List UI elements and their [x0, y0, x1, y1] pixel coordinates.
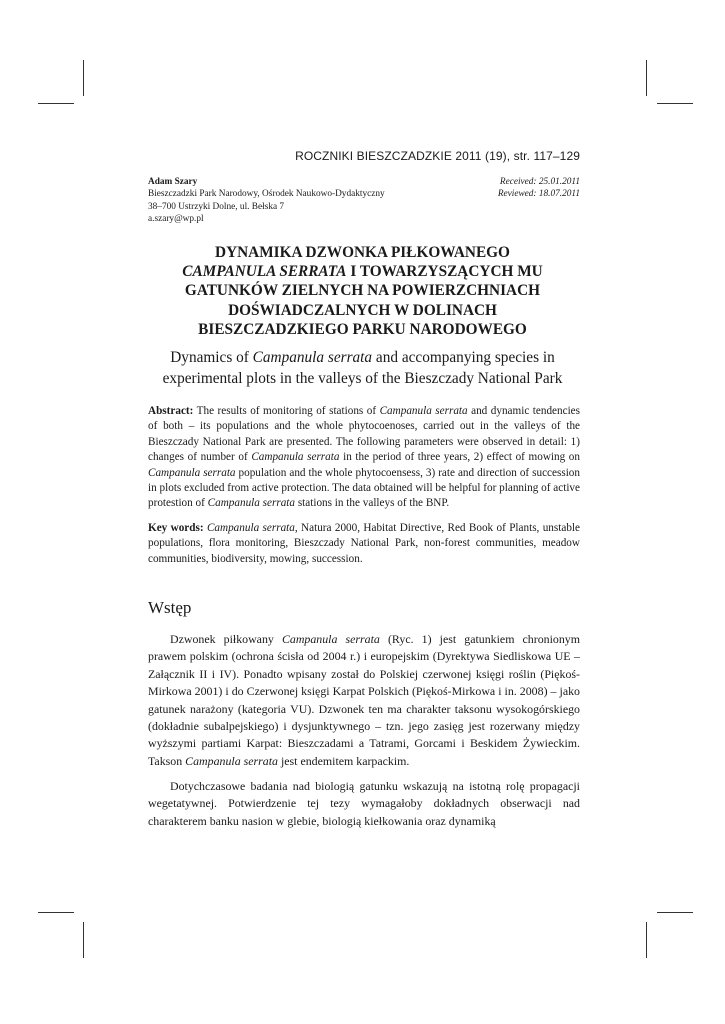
crop-mark [38, 912, 74, 913]
author-name: Adam Szary [148, 177, 198, 187]
crop-mark [646, 922, 647, 958]
title-line: BIESZCZADZKIEGO PARKU NARODOWEGO [198, 320, 527, 338]
author-block [148, 176, 580, 226]
section-heading: Wstęp [148, 598, 192, 617]
title-line: experimental plots in the valleys of the Bieszczady National Park [162, 369, 563, 387]
received-date: Received: 25.01.2011 [499, 177, 580, 187]
crop-mark [657, 103, 693, 104]
abstract-label: Abstract: [148, 405, 194, 417]
body-paragraph: Dotychczasowe badania nad biologią gatunku wskazują na istotną rolę propagacji wegetatywnej. Potwierdzenie tej tezy wymagałoby dokładnych obserwacji nad charakterem banku nasion w glebie, biologią kiełkowania oraz dynamiką [148, 779, 580, 828]
crop-mark [657, 912, 693, 913]
reviewed-date: Reviewed: 18.07.2011 [497, 189, 580, 200]
crop-mark [83, 60, 84, 96]
author-address: 38–700 Ustrzyki Dolne, ul. Bełska 7 [148, 201, 285, 212]
author-email[interactable]: a.szary@wp.pl [148, 214, 204, 225]
body-paragraph: Dzwonek piłkowany Campanula serrata (Ryc. 1) jest gatunkiem chronionym prawem polskim (ochrona ścisła od 2004 r.) i europejskim (Dyrektywa Siedliskowa UE – Załącznik II i IV). Ponadto wpisany został do Polskiej czerwonej księgi roślin (Piękoś-Mirkowa 2001) i do Czerwonej księgi Karpat Polskich (Piękoś-Mirkowa i in. 2008) – jako gatunek narażony (kategoria VU). Dzwonek ten ma charakter taksonu wysokogórskiego (dokładnie subalpejskiego) i dysjunktywnego – tzn. jego zasięg jest rozerwany między wyższymi partiami Karpat: Bieszczadami a Tatrami, Gorcami i Beskidem Żywieckim. Takson Campanula serrata jest endemitem karpackim. [148, 632, 580, 768]
crop-mark [83, 922, 84, 958]
title-line: GATUNKÓW ZIELNYCH NA POWIERZCHNIACH [184, 282, 541, 300]
keywords-label: Key words: [148, 522, 204, 534]
crop-mark [646, 60, 647, 96]
title-english [130, 348, 595, 389]
keywords: Key words: Campanula serrata, Natura 2000, Habitat Directive, Red Book of Plants, unstable populations, flora monitoring, Bieszczady National Park, non-forest communities, meadow communities, biodiversity, mowing, succession. [148, 522, 580, 565]
title-polish [130, 243, 595, 339]
title-line: DYNAMIKA DZWONKA PIŁKOWANEGO [215, 244, 510, 261]
crop-mark [38, 103, 74, 104]
title-line: Dynamics of Campanula serrata and accompanying species in [170, 349, 555, 366]
abstract: Abstract: The results of monitoring of stations of Campanula serrata and dynamic tendencies of both – its populations and the whole phytocoenoses, carried out in the valleys of the Bieszczady National Park are presented. The following parameters were observed in detail: 1) changes of number of Campanula serrata in the period of three years, 2) effect of mowing on Campanula serrata population and the whole phytocoensess, 3) rate and direction of succession in plots excluded from active protection. The data obtained will be helpful for planning of active protestion of Campanula serrata stations in the valleys of the BNP. [148, 405, 580, 510]
title-line: CAMPANULA SERRATA I TOWARZYSZĄCYCH MU [182, 263, 543, 281]
title-line: DOŚWIADCZALNYCH W DOLINACH [228, 301, 497, 319]
journal-header: ROCZNIKI BIESZCZADZKIE 2011 (19), str. 117–129 [295, 149, 580, 163]
author-affiliation: Bieszczadzki Park Narodowy, Ośrodek Naukowo-Dydaktyczny [148, 189, 385, 200]
